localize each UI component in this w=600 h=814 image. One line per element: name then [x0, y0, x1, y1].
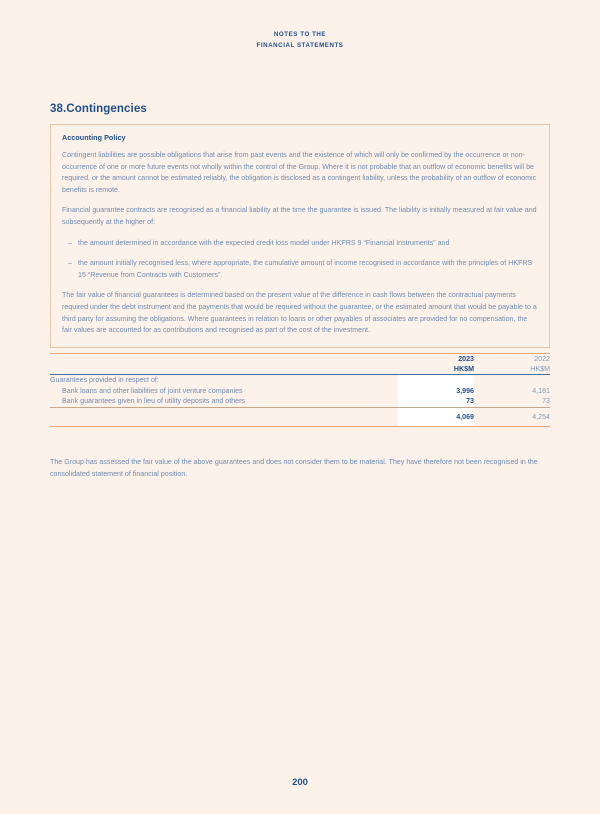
table-header-row-unit: [50, 364, 550, 375]
policy-bullet-2-text: the amount initially recognised less, where appropriate, the cumulative amount of income recognised in accordance with the principles of HKFRS 15 “Revenue from Contracts with Customers”.: [78, 259, 533, 279]
policy-paragraph-3: The fair value of financial guarantees is determined based on the present value of the difference in cash flows between the contractual payments required under the debt instrument and the payments that would be required without the guarantee, or the estimated amount that would be payable to a third party for assuming the obligations. Where guarantees in relation to loans or other payables of associates are provided for no compensation, the fair values are accounted for as contributions and recognised as part of the cost of the investment.: [62, 291, 537, 335]
closing-note: The Group has assessed the fair value of the above guarantees and does not consider them to be material. They have therefore not been recognised in the consolidated statement of financial position.: [50, 458, 538, 478]
table-header-unit-prior: HK$M: [474, 364, 550, 375]
policy-bullet-2: [62, 258, 538, 281]
table-header-year-current: 2023: [398, 354, 474, 365]
bullet-dash-icon: –: [68, 238, 72, 247]
running-header-line1: NOTES TO THE: [273, 31, 327, 38]
table-header-unit-label: [50, 364, 398, 375]
total-value-current: 4,069: [398, 407, 474, 427]
row-value-current: 3,996: [398, 386, 474, 397]
row-value-prior: [474, 375, 550, 386]
contingencies-table-wrapper: [50, 353, 550, 427]
contingencies-table: [50, 353, 550, 427]
accounting-policy-heading: Accounting Policy: [62, 133, 126, 142]
page-number: 200: [292, 777, 308, 788]
table-row: [50, 396, 550, 407]
table-row: [50, 386, 550, 397]
table-row: [50, 375, 550, 386]
row-value-prior: 73: [542, 397, 550, 406]
row-label: Guarantees provided in respect of:: [50, 376, 159, 385]
accounting-policy-box: [50, 124, 550, 348]
table-header-row-year: [50, 354, 550, 365]
total-label: [50, 407, 398, 427]
table-total-row: [50, 407, 550, 427]
row-value-current: [398, 375, 474, 386]
running-header-line2: FINANCIAL STATEMENTS: [256, 41, 344, 49]
table-header-unit-current: HK$M: [398, 364, 474, 375]
section-title: 38.Contingencies: [50, 103, 147, 115]
bullet-dash-icon: –: [68, 259, 72, 268]
row-label: Bank guarantees given in lieu of utility deposits and others: [62, 397, 245, 406]
running-header: [0, 30, 600, 51]
policy-bullet-1-text: the amount determined in accordance with the expected credit loss model under HKFRS 9 “Financial Instruments” and: [78, 238, 450, 247]
policy-paragraph-2: Financial guarantee contracts are recognised as a financial liability at the time the guarantee is issued. The liability is initially measured at fair value and subsequently at the higher of:: [62, 206, 537, 226]
policy-bullet-1: [62, 238, 538, 250]
row-label: Bank loans and other liabilities of joint venture companies: [62, 386, 243, 395]
row-value-current: 73: [398, 396, 474, 407]
total-value-prior: 4,254: [474, 407, 550, 427]
table-header-label: [50, 354, 398, 365]
table-header-year-prior: 2022: [474, 354, 550, 365]
row-value-prior: 4,181: [532, 386, 550, 395]
policy-paragraph-1: Contingent liabilities are possible obligations that arise from past events and the existence of which will only be confirmed by the occurrence or non-occurrence of one or more future events not wholly within the control of the Group. Where it is not probable that an outflow of economic benefits will be required, or the amount cannot be estimated reliably, the obligation is disclosed as a contingent liability, unless the probability of an outflow of economic benefits is remote.: [62, 151, 537, 194]
